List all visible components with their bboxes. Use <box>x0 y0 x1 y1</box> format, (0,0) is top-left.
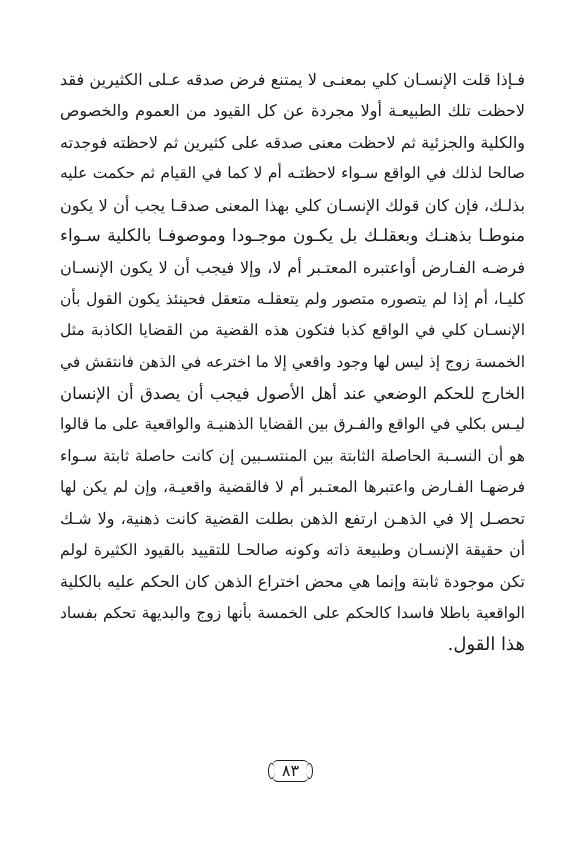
text-line: ليـس بكلي في الواقع والفـرق بين القضايا الذهنيـة والواقعية على ما قالوا <box>60 415 525 434</box>
text-line: بذلـك، فإن كان قولك الإنسـان كلي بهذا المعنى صدقـا يجب أن لا يكون <box>60 195 525 215</box>
page-number: ٨٣ <box>272 760 309 782</box>
text-line: الخمسة زوج إذ ليس لها وجود واقعي إلا ما اخترعه في الذهن فانتقش في <box>60 352 525 371</box>
text-line: هو أن النسـبة الحاصلة الثابتة بين المنتسـبين إن كانت حاصلة ثابتة سـواء <box>60 446 525 465</box>
text-line: فرضهـا الفـارض واعتبرها المعتـبر أم لا فالقضية واقعيـة، وإن لم يكن لها <box>60 478 525 497</box>
text-line: أن حقيقة الإنسـان وطبيعة ذاته وكونه صالحـا للتقييد بالقيود الكثيرة لولم <box>60 540 525 559</box>
text-line: صالحا لذلك في الواقع سـواء لاحظتـه أم لا كما في القيام ثم حكمت عليه <box>60 164 525 183</box>
text-line: والكلية والجزئية ثم لاحظت معنى صدقه على كثيرين ثم لاحظته فوجدته <box>60 132 525 152</box>
text-line: فرضـه الفـارض أواعتبره المعتـبر أم لا، وإلا فيجب أن لا يكون الإنسـان <box>60 258 525 278</box>
text-line: الواقعية باطلا فاسدا كالحكم على الخمسة بأنها زوج والبديهة تحكم بفساد <box>60 603 525 622</box>
text-line: لاحظت تلك الطبيعـة أولا مجردة عن كل القيود من العموم والخصوص <box>60 101 525 121</box>
text-line: الخارج للحكم الوضعي عند أهل الأصول فيجب أن يصدق أن الإنسان <box>60 383 525 403</box>
text-line: فـإذا قلت الإنسـان كلي بمعنـى لا يمتنع فرض صدقه عـلى الكثيرين فقد <box>60 70 525 89</box>
body-paragraph <box>60 64 525 660</box>
text-line-last: هذا القول. <box>447 634 525 656</box>
text-line: تكن موجودة ثابتة وإنما هي محض اختراع الذهن كان الحكم عليه بالكلية <box>60 572 525 592</box>
text-line: منوطـا بذهنـك وبعقلـك بل يكـون موجـودا وموصوفـا بالكلية سـواء <box>60 225 525 246</box>
text-line: الإنسـان كلي في الواقع كذبا فتكون هذه القضية من القضايا الكاذبة مثل <box>60 321 525 340</box>
text-line: تحصـل إلا في الذهـن ارتفع الذهن بطلت القضية كانت ذهنية، ولا شـك <box>60 509 525 529</box>
page-footer <box>0 760 581 782</box>
text-line: كليـا، أم إذا لم يتصوره متصور ولم يتعقلـه متعقل فحينئذ يكون القول بأن <box>60 289 525 308</box>
